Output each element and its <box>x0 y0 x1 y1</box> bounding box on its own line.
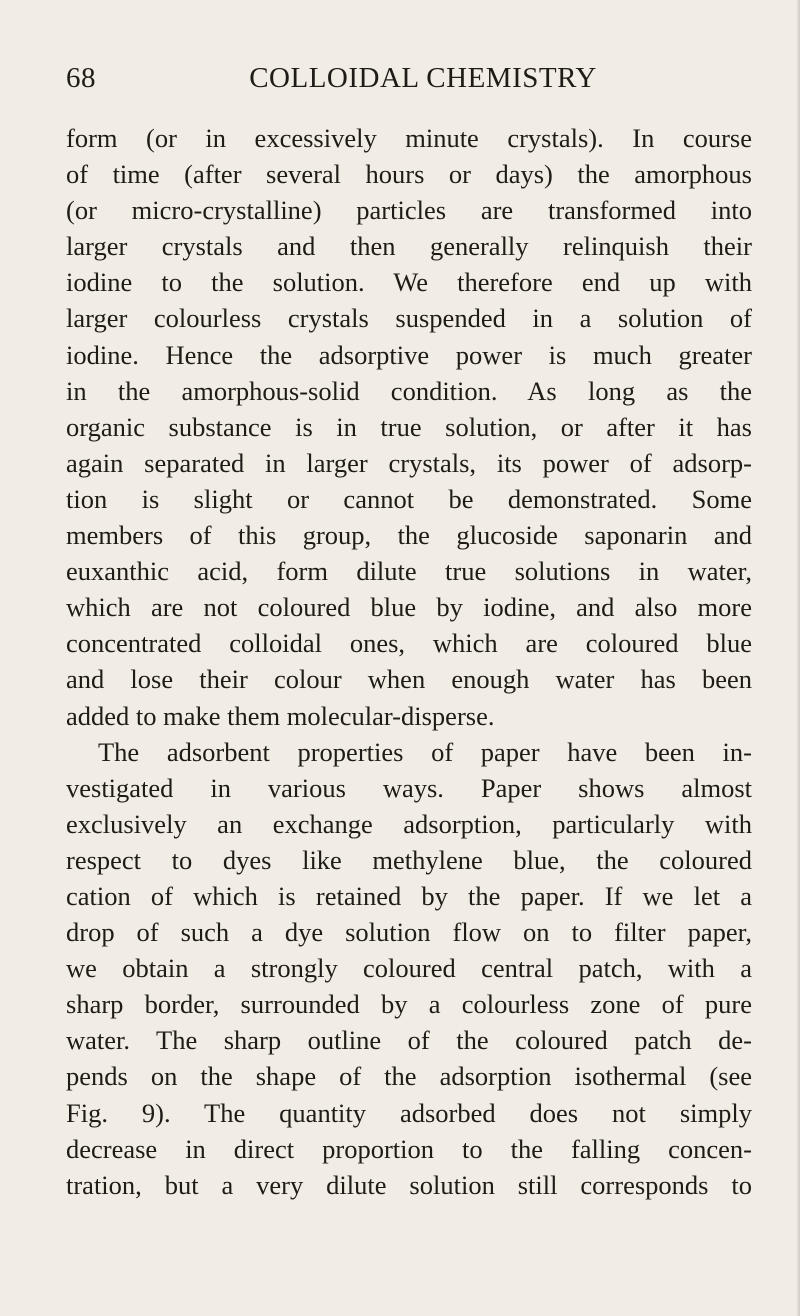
text-line: (or micro-crystalline) particles are transformed into <box>66 195 752 226</box>
text-line: The adsorbent properties of paper have been in- <box>98 736 752 767</box>
book-title: COLLOIDAL CHEMISTRY <box>249 62 597 94</box>
text-line: organic substance is in true solution, or after it has <box>66 411 752 442</box>
text-line: respect to dyes like methylene blue, the coloured <box>66 844 752 875</box>
text-line: which are not coloured blue by iodine, and also more <box>66 592 752 623</box>
body-text <box>66 120 752 1203</box>
text-line: tration, but a very dilute solution still corresponds to <box>66 1169 752 1200</box>
text-line: larger colourless crystals suspended in a solution of <box>66 303 752 334</box>
text-line: pends on the shape of the adsorption isothermal (see <box>66 1061 752 1092</box>
text-line: vestigated in various ways. Paper shows almost <box>66 772 752 803</box>
text-line: members of this group, the glucoside saponarin and <box>66 520 752 551</box>
text-line: added to make them molecular-disperse. <box>66 700 495 731</box>
text-line: we obtain a strongly coloured central patch, with a <box>66 953 752 984</box>
text-line: water. The sharp outline of the coloured patch de- <box>66 1025 752 1056</box>
text-line: drop of such a dye solution flow on to filter paper, <box>66 917 752 948</box>
text-line: and lose their colour when enough water has been <box>66 664 752 695</box>
text-line: again separated in larger crystals, its power of adsorp- <box>66 447 752 478</box>
text-line: exclusively an exchange adsorption, particularly with <box>66 808 752 839</box>
text-line: iodine. Hence the adsorptive power is much greater <box>66 339 752 370</box>
text-line: cation of which is retained by the paper. If we let a <box>66 880 752 911</box>
text-line: sharp border, surrounded by a colourless zone of pure <box>66 989 752 1020</box>
text-line: form (or in excessively minute crystals). In course <box>66 123 752 153</box>
text-line: Fig. 9). The quantity adsorbed does not simply <box>66 1097 752 1128</box>
running-head <box>66 62 750 102</box>
text-line: decrease in direct proportion to the falling concen- <box>66 1133 752 1164</box>
text-line: in the amorphous-solid condition. As long as the <box>66 375 752 406</box>
text-line: iodine to the solution. We therefore end up with <box>66 267 752 298</box>
page-number: 68 <box>66 62 96 94</box>
text-line: tion is slight or cannot be demonstrated. Some <box>66 483 752 514</box>
page-edge-shadow <box>796 0 800 1316</box>
text-line: of time (after several hours or days) the amorphous <box>66 159 752 190</box>
text-line: larger crystals and then generally relinquish their <box>66 231 752 262</box>
text-line: concentrated colloidal ones, which are coloured blue <box>66 628 752 659</box>
text-line: euxanthic acid, form dilute true solutions in water, <box>66 556 752 587</box>
